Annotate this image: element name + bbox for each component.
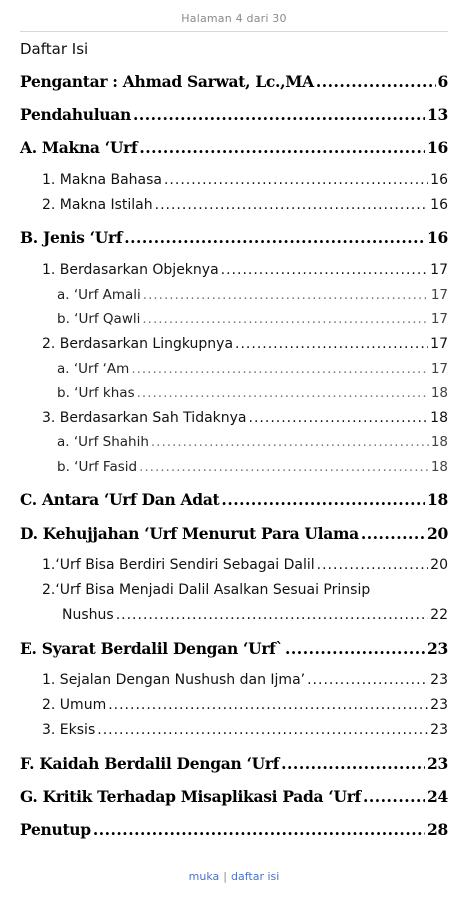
toc-entry-e1[interactable] bbox=[42, 672, 448, 688]
toc-entry-page: 23 bbox=[427, 754, 448, 773]
toc-entry-label: 1.‘Urf Bisa Berdiri Sendiri Sebagai Dalil bbox=[42, 557, 315, 573]
toc-entry-b3a[interactable] bbox=[57, 434, 448, 450]
toc-entry-label: Pengantar : Ahmad Sarwat, Lc.,MA bbox=[20, 72, 314, 91]
toc-entry-page: 6 bbox=[437, 72, 448, 91]
toc-entry-page: 23 bbox=[427, 639, 448, 658]
toc-entry-page: 23 bbox=[430, 722, 448, 738]
dot-leader bbox=[221, 262, 429, 278]
dot-leader bbox=[221, 490, 425, 509]
dot-leader bbox=[363, 787, 425, 806]
toc-entry-label: a. ‘Urf Shahih bbox=[57, 434, 149, 450]
toc-entry-label: a. ‘Urf ‘Am bbox=[57, 361, 130, 377]
toc-entry-b3b[interactable] bbox=[57, 459, 448, 475]
toc-entry-b2[interactable] bbox=[42, 336, 448, 352]
dot-leader bbox=[307, 672, 428, 688]
toc-entry-e2[interactable] bbox=[42, 697, 448, 713]
toc-entry-page: 20 bbox=[430, 557, 448, 573]
toc-entry-page: 16 bbox=[427, 228, 448, 247]
toc-entry-page: 18 bbox=[430, 459, 448, 475]
toc-entry-page: 13 bbox=[427, 105, 448, 124]
toc-entry-b1[interactable] bbox=[42, 262, 448, 278]
dot-leader bbox=[139, 459, 429, 475]
toc-entry-page: 16 bbox=[430, 172, 448, 188]
toc-entry-page: 18 bbox=[430, 434, 448, 450]
toc-entry-section-g[interactable] bbox=[20, 787, 448, 806]
toc-entry-label: Pendahuluan bbox=[20, 105, 131, 124]
toc-entry-page: 18 bbox=[430, 385, 448, 401]
toc-entry-page: 28 bbox=[427, 820, 448, 839]
toc-entry-page: 20 bbox=[427, 524, 448, 543]
toc-entry-label: b. ‘Urf Fasid bbox=[57, 459, 138, 475]
dot-leader bbox=[317, 557, 429, 573]
toc-entry-page: 23 bbox=[430, 672, 448, 688]
dot-leader bbox=[155, 197, 429, 213]
toc-entry-label: 2. Umum bbox=[42, 697, 107, 713]
toc-entry-label: 3. Eksis bbox=[42, 722, 96, 738]
toc-entry-page: 17 bbox=[430, 361, 448, 377]
toc-entry-pengantar[interactable] bbox=[20, 72, 448, 91]
dot-leader bbox=[151, 434, 429, 450]
toc-entry-page: 22 bbox=[430, 607, 448, 623]
toc-entry-section-a[interactable] bbox=[20, 138, 448, 157]
toc-entry-label: 2. Berdasarkan Lingkupnya bbox=[42, 336, 234, 352]
toc-entry-d2[interactable] bbox=[62, 607, 448, 623]
dot-leader bbox=[143, 287, 429, 303]
toc-entry-section-b[interactable] bbox=[20, 228, 448, 247]
toc-entry-label: Penutup bbox=[20, 820, 91, 839]
toc-entry-label: A. Makna ‘Urf bbox=[20, 138, 138, 157]
footer-nav bbox=[0, 870, 468, 883]
toc-entry-b2b[interactable] bbox=[57, 385, 448, 401]
toc-entry-label: G. Kritik Terhadap Misaplikasi Pada ‘Urf bbox=[20, 787, 361, 806]
dot-leader bbox=[139, 138, 425, 157]
toc-entry-penutup[interactable] bbox=[20, 820, 448, 839]
toc-entry-pendahuluan[interactable] bbox=[20, 105, 448, 124]
dot-leader bbox=[93, 820, 425, 839]
toc-entry-label: a. ‘Urf Amali bbox=[57, 287, 141, 303]
toc-entry-page: 16 bbox=[427, 138, 448, 157]
toc-entry-section-d[interactable] bbox=[20, 524, 448, 543]
dot-leader bbox=[137, 385, 429, 401]
toc-entry-b1a[interactable] bbox=[57, 287, 448, 303]
toc-entry-label: B. Jenis ‘Urf bbox=[20, 228, 123, 247]
home-link[interactable]: muka bbox=[188, 870, 220, 883]
toc-entry-section-e[interactable] bbox=[20, 639, 448, 658]
toc-entry-label: C. Antara ‘Urf Dan Adat bbox=[20, 490, 220, 509]
toc-entry-label: 3. Berdasarkan Sah Tidaknya bbox=[42, 410, 247, 426]
toc-entry-page: 17 bbox=[430, 287, 448, 303]
toc-entry-b3[interactable] bbox=[42, 410, 448, 426]
page-indicator: Halaman 4 dari 30 bbox=[181, 12, 287, 25]
toc-entry-d1[interactable] bbox=[42, 557, 448, 573]
toc-entry-page: 18 bbox=[430, 410, 448, 426]
dot-leader bbox=[361, 524, 425, 543]
toc-entry-b2a[interactable] bbox=[57, 361, 448, 377]
toc-entry-label: b. ‘Urf khas bbox=[57, 385, 135, 401]
toc-entry-page: 18 bbox=[427, 490, 448, 509]
dot-leader bbox=[116, 607, 428, 623]
header-divider bbox=[20, 31, 448, 32]
toc-title: Daftar Isi bbox=[20, 40, 89, 58]
toc-entry-label: 1. Berdasarkan Objeknya bbox=[42, 262, 219, 278]
footer-separator: | bbox=[223, 870, 227, 883]
dot-leader bbox=[285, 639, 425, 658]
dot-leader bbox=[131, 361, 429, 377]
dot-leader bbox=[316, 72, 436, 91]
toc-entry-a1[interactable] bbox=[42, 172, 448, 188]
dot-leader bbox=[235, 336, 428, 352]
toc-link[interactable]: daftar isi bbox=[231, 870, 280, 883]
toc-entry-label: Nushus bbox=[62, 607, 114, 623]
toc-entry-section-c[interactable] bbox=[20, 490, 448, 509]
toc-entry-page: 17 bbox=[430, 336, 448, 352]
toc-entry-a2[interactable] bbox=[42, 197, 448, 213]
toc-entry-label: 2. Makna Istilah bbox=[42, 197, 153, 213]
dot-leader bbox=[133, 105, 425, 124]
toc-entry-label: F. Kaidah Berdalil Dengan ‘Urf bbox=[20, 754, 280, 773]
toc-entry-e3[interactable] bbox=[42, 722, 448, 738]
toc-entry-label: b. ‘Urf Qawli bbox=[57, 311, 141, 327]
toc-entry-page: 17 bbox=[430, 262, 448, 278]
toc-entry-page: 24 bbox=[427, 787, 448, 806]
toc-entry-label: E. Syarat Berdalil Dengan ‘Urf` bbox=[20, 639, 284, 658]
dot-leader bbox=[97, 722, 428, 738]
dot-leader bbox=[164, 172, 428, 188]
toc-entry-label: D. Kehujjahan ‘Urf Menurut Para Ulama bbox=[20, 524, 359, 543]
toc-entry-b1b[interactable] bbox=[57, 311, 448, 327]
toc-entry-label: 1. Makna Bahasa bbox=[42, 172, 162, 188]
toc-entry-section-f[interactable] bbox=[20, 754, 448, 773]
toc-entry-d2-line1[interactable]: 2.‘Urf Bisa Menjadi Dalil Asalkan Sesuai Prinsip bbox=[42, 582, 371, 598]
dot-leader bbox=[249, 410, 429, 426]
dot-leader bbox=[281, 754, 425, 773]
toc-entry-page: 16 bbox=[430, 197, 448, 213]
dot-leader bbox=[142, 311, 428, 327]
dot-leader bbox=[124, 228, 425, 247]
toc-entry-page: 17 bbox=[430, 311, 448, 327]
toc-entry-label: 1. Sejalan Dengan Nushush dan Ijma’ bbox=[42, 672, 306, 688]
toc-entry-page: 23 bbox=[430, 697, 448, 713]
dot-leader bbox=[108, 697, 428, 713]
